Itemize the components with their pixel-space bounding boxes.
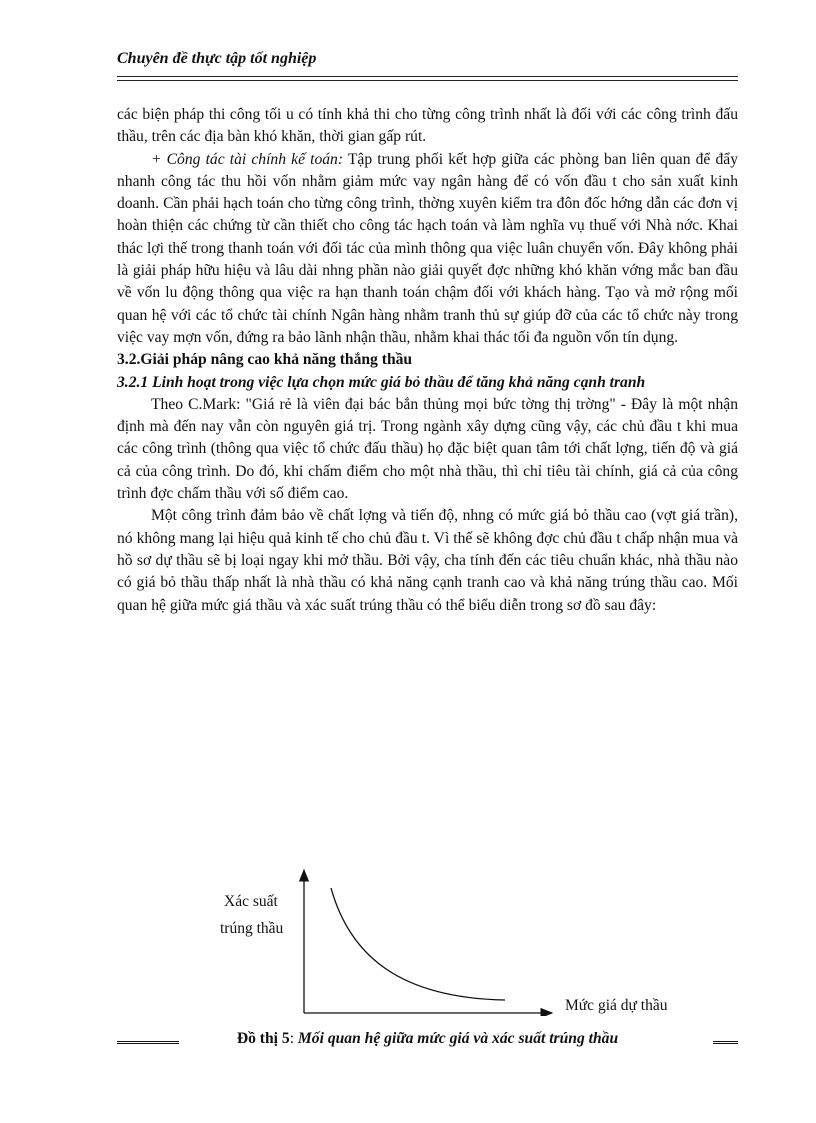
finance-accounting-text: Tập trung phối kết hợp giữa các phòng ban liên quan để đẩy nhanh công tác thu hồi vốn nhằm giảm mức vay ngân hàng để có vốn đầu t cho sản xuất kinh doanh. Cần phải hạch toán cho từng công trình, thờng xuyên kiểm tra đôn đốc hớng dẫn các đơn vị hoàn thiện các chứng từ cần thiết cho công tác hạch toán và làm nghĩa vụ thuế với Nhà nớc. Khai thác lợi thế trong thanh toán với đối tác của mình thông qua việc luân chuyển vốn. Đây không phải là giải pháp hữu hiệu và lâu dài nhng phần nào giải quyết đợc những khó khăn vớng mắc ban đầu về vốn lu động thông qua việc ra hạn thanh toán chậm đối với khách hàng. Tạo và mở rộng mối quan hệ với các tổ chức tài chính Ngân hàng nhằm tranh thủ sự giúp đỡ của các tổ chức này trong việc vay mợn vốn, đứng ra bảo lãnh nhận thầu, nhằm khai thác tối đa nguồn vốn tín dụng. — [117, 150, 738, 346]
caption-separator: : — [289, 1030, 298, 1047]
paragraph-construction-measures: các biện pháp thi công tối u có tính khả thi cho từng công trình nhất là đối với các công trình đấu thầu, trên các địa bàn khó khăn, thời gian gấp rút. — [117, 106, 738, 146]
price-probability-chart — [200, 866, 720, 1016]
caption-title: Mối quan hệ giữa mức giá và xác suất trúng thầu — [297, 1030, 619, 1047]
paragraph-quality-price: Một công trình đảm bảo về chất lợng và tiến độ, nhng có mức giá bỏ thầu cao (vợt giá trần), nó không mang lại hiệu quả kinh tế cho chủ đầu t. Vì thế sẽ không đợc chủ đầu t chấp nhận mua và hồ sơ dự thầu sẽ bị loại ngay khi mở thầu. Bởi vậy, cha tính đến các tiêu chuẩn khác, nhà thầu nào có giá bỏ thầu thấp nhất là nhà thầu có khả năng cạnh tranh cao và khả năng trúng thầu cao. Mối quan hệ giữa mức giá thầu và xác suất trúng thầu có thể biểu diễn trong sơ đồ sau đây: — [117, 507, 738, 614]
y-axis-label-line2: trúng thầu — [220, 920, 284, 937]
y-axis-label-line1: Xác suất — [224, 893, 278, 910]
finance-accounting-label: + Công tác tài chính kế toán: — [151, 150, 344, 168]
paragraph-finance-accounting — [117, 149, 738, 350]
subsection-heading: 3.2.1 Linh hoạt trong việc lựa chọn mức giá bỏ thầu để tăng khả năng cạnh tranh — [117, 373, 646, 391]
section-heading: 3.2.Giải pháp nâng cao khả năng thắng thầu — [117, 351, 413, 369]
document-body — [117, 104, 738, 617]
figure-caption — [117, 1030, 738, 1054]
page-header-title: Chuyên đề thực tập tốt nghiệp — [117, 50, 317, 67]
x-axis-label: Mức giá dự thầu — [565, 997, 668, 1014]
caption-text — [117, 1030, 738, 1048]
header-rule-top — [117, 76, 738, 77]
caption-label: Đồ thị 5 — [236, 1030, 290, 1047]
paragraph-price-quote: Theo C.Mark: "Giá rẻ là viên đại bác bắn thủng mọi bức tờng thị trờng" - Đây là một nhận định mà đến nay vẫn còn nguyên giá trị. Trong ngành xây dựng cũng vậy, các chủ đầu t khi mua các công trình (thông qua việc tổ chức đấu thầu) họ đặc biệt quan tâm tới chất lợng, tiến độ và giá cả của công trình. Do đó, khi chấm điểm cho một nhà thầu, thì chỉ tiêu tài chính, giá cả của công trình đợc chấm thầu với số điểm cao. — [117, 395, 738, 503]
header-rule-bottom — [117, 80, 738, 81]
probability-curve — [331, 888, 505, 1000]
